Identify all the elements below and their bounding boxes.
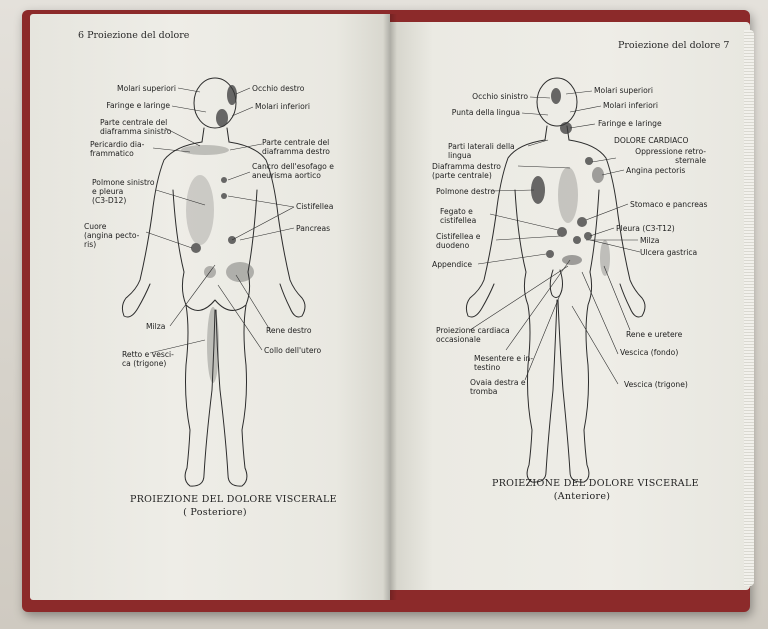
label-cancro-esofago: Cancro dell'esofago e aneurisma aortico <box>252 162 334 180</box>
label-collo-utero: Collo dell'utero <box>264 346 322 355</box>
label-milza-post: Milza <box>146 322 166 331</box>
right-caption-subtitle: (Anteriore) <box>553 491 611 502</box>
label-occhio-destro: Occhio destro <box>252 84 305 93</box>
left-caption-subtitle: ( Posteriore) <box>183 507 247 518</box>
label-angina: Angina pectoris <box>626 166 686 175</box>
label-mesentere: Mesentere e in- testino <box>474 354 534 372</box>
label-appendice: Appendice <box>432 260 473 269</box>
label-diaframma-sinistro: Parte centrale del diaframma sinistro <box>100 118 172 136</box>
label-cistifellea-post: Cistifellea <box>296 202 334 211</box>
right-page-header: Proiezione del dolore 7 <box>618 40 730 51</box>
label-punta-lingua: Punta della lingua <box>451 108 520 117</box>
label-pleura: Pleura (C3-T12) <box>616 224 675 233</box>
label-ovaia: Ovaia destra e tromba <box>470 378 526 396</box>
right-caption-title: PROIEZIONE DEL DOLORE VISCERALE <box>492 478 699 489</box>
label-occhio-sinistro: Occhio sinistro <box>472 92 528 101</box>
label-pericardio: Pericardio dia- frammatico <box>90 140 145 158</box>
label-fegato: Fegato e cistifellea <box>440 207 477 225</box>
label-dolore-cardiaco: DOLORE CARDIACO <box>614 136 689 145</box>
label-ulcera: Ulcera gastrica <box>640 248 698 257</box>
label-molari-inferiori-ant: Molari inferiori <box>603 101 658 110</box>
label-milza-ant: Milza <box>640 236 660 245</box>
label-parti-laterali-lingua: Parti laterali della lingua <box>448 142 515 160</box>
label-oppressione: Oppressione retro- sternale <box>635 147 706 165</box>
label-cistifellea-duodeno: Cistifellea e duodeno <box>436 232 481 250</box>
pain-zones <box>181 85 610 383</box>
label-molari-inferiori-post: Molari inferiori <box>255 102 310 111</box>
label-polmone-destro: Polmone destro <box>436 187 496 196</box>
label-molari-superiori-ant: Molari superiori <box>594 86 653 95</box>
label-faringe-laringe-ant: Faringe e laringe <box>598 119 662 128</box>
label-faringe-laringe-post: Faringe e laringe <box>106 101 170 110</box>
left-page-header: 6 Proiezione del dolore <box>78 30 190 41</box>
label-rene-destro: Rene destro <box>266 326 312 335</box>
label-stomaco: Stomaco e pancreas <box>630 200 708 209</box>
label-pancreas-post: Pancreas <box>296 224 331 233</box>
label-diaframma-destro-ant: Diaframma destro (parte centrale) <box>432 162 501 180</box>
label-rene-uretere: Rene e uretere <box>626 330 683 339</box>
label-molari-superiori-post: Molari superiori <box>117 84 176 93</box>
label-vescica-trigone: Vescica (trigone) <box>624 380 688 389</box>
label-proiezione-cardiaca: Proiezione cardiaca occasionale <box>436 326 510 344</box>
label-vescica-fondo: Vescica (fondo) <box>620 348 679 357</box>
label-diaframma-destro-post: Parte centrale del diaframma destro <box>262 138 330 156</box>
label-polmone-sinistro: Polmone sinistro e pleura (C3-D12) <box>92 178 155 205</box>
label-retto-vescica: Retto e vesci- ca (trigone) <box>122 350 174 368</box>
label-cuore: Cuore (angina pecto- ris) <box>84 222 140 249</box>
left-caption-title: PROIEZIONE DEL DOLORE VISCERALE <box>130 494 337 505</box>
